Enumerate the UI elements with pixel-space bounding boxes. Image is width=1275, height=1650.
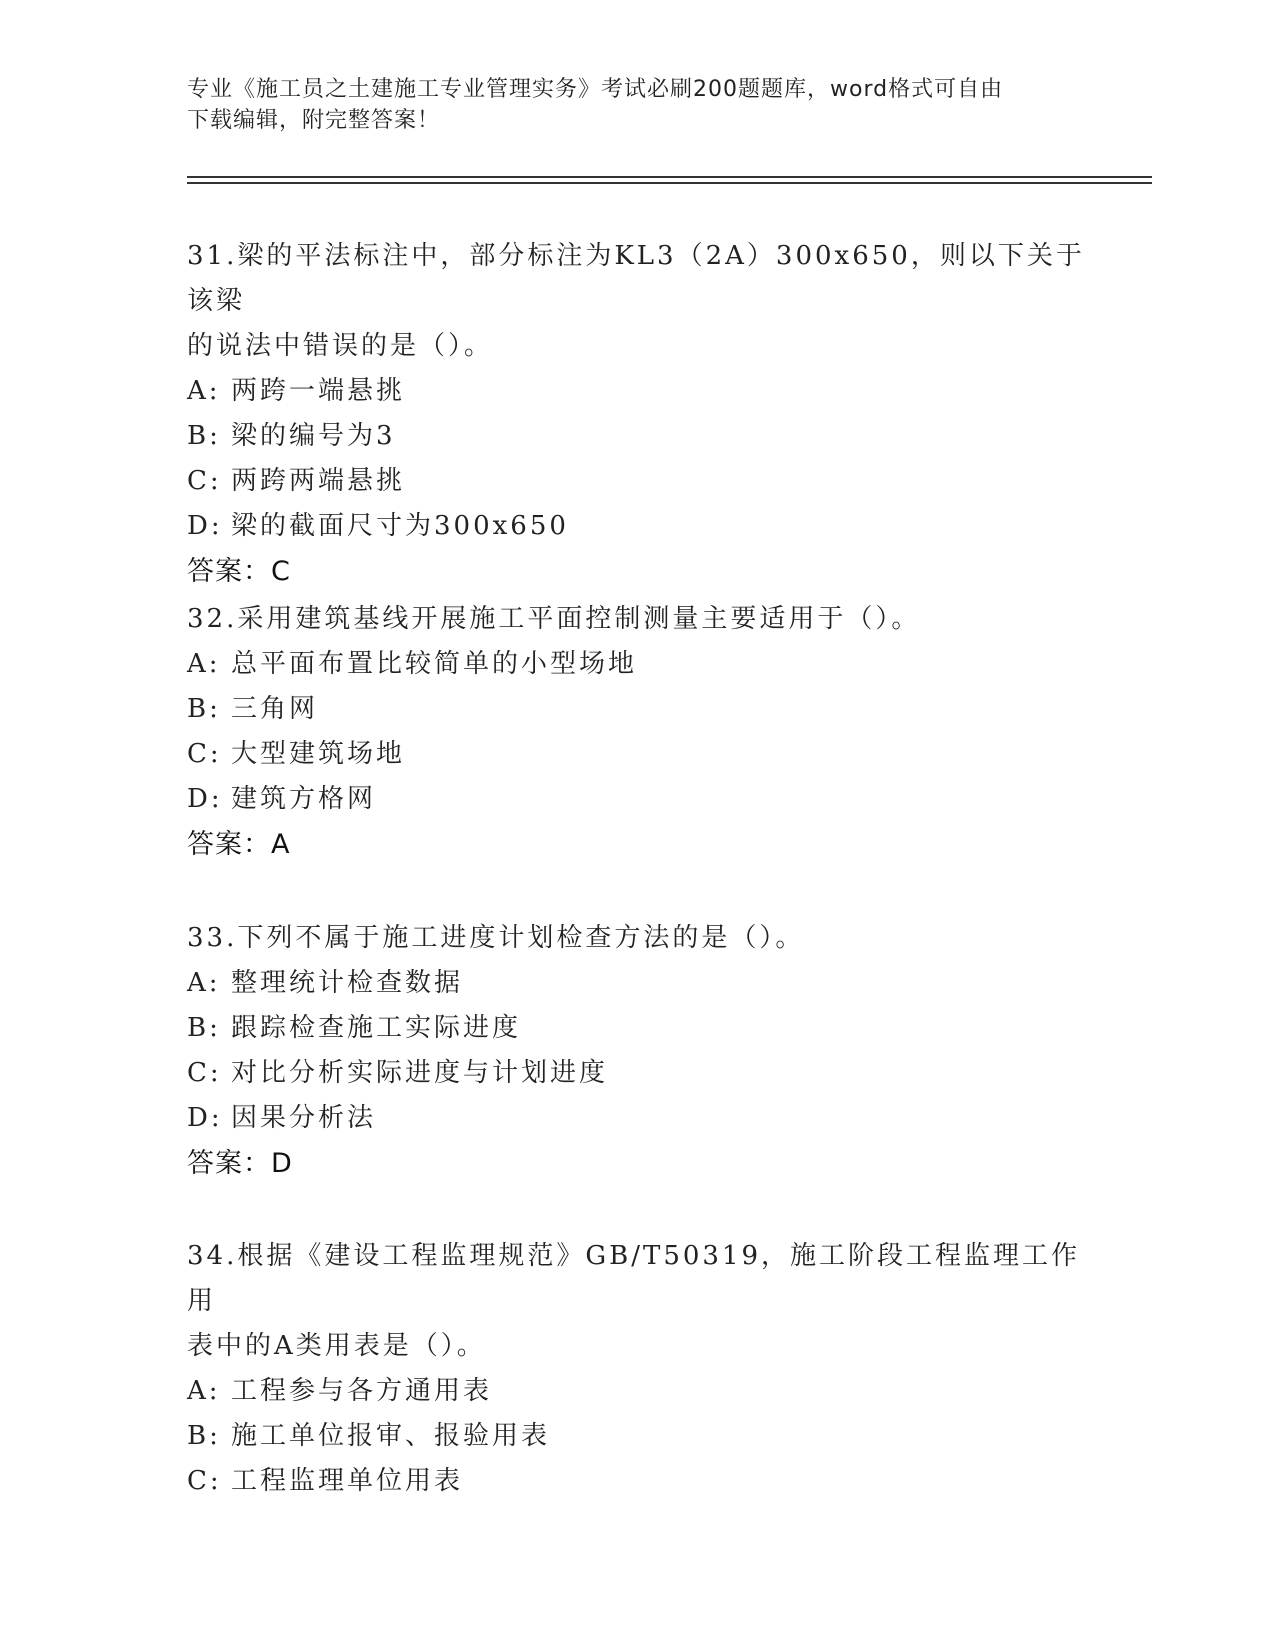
question-stem-line: 的说法中错误的是（）。 [187,331,494,361]
option-d [187,777,1107,822]
option-letter: A: [187,968,221,998]
option-letter: A: [187,649,221,679]
question-stem-line: 31.梁的平法标注中，部分标注为KL3（2A）300x650，则以下关于该梁 [187,241,1085,316]
header-rule-top [187,176,1152,178]
option-text: 大型建筑场地 [231,739,406,769]
document-header [187,74,1087,136]
answer-line: 答案：C [187,556,291,587]
option-letter: C: [187,466,222,496]
header-line-2: 下载编辑，附完整答案！ [187,108,441,133]
option-text: 建筑方格网 [231,784,377,814]
option-text: 梁的截面尺寸为300x650 [231,511,569,541]
option-letter: D: [187,511,223,541]
option-text: 施工单位报审、报验用表 [231,1421,551,1451]
option-letter: A: [187,1376,221,1406]
option-c [187,459,1107,504]
header-rule-bottom [187,182,1152,184]
option-text: 工程监理单位用表 [231,1466,464,1496]
option-text: 对比分析实际进度与计划进度 [231,1058,609,1088]
option-d [187,504,1107,549]
option-a [187,961,1107,1006]
option-c [187,1051,1107,1096]
option-letter: B: [187,421,221,451]
option-b [187,687,1107,732]
answer-line: 答案：A [187,829,291,860]
option-d [187,1096,1107,1141]
option-letter: D: [187,784,223,814]
question-stem-line: 34.根据《建设工程监理规范》GB/T50319，施工阶段工程监理工作用 [187,1241,1081,1316]
header-line-1: 专业《施工员之土建施工专业管理实务》考试必刷200题题库，word格式可自由 [187,77,1004,102]
option-text: 工程参与各方通用表 [231,1376,493,1406]
option-text: 两跨一端悬挑 [231,376,406,406]
option-letter: B: [187,1421,221,1451]
option-letter: C: [187,739,222,769]
option-letter: C: [187,1466,222,1496]
question-stem-line: 33.下列不属于施工进度计划检查方法的是（）。 [187,923,805,953]
option-letter: B: [187,694,221,724]
option-b [187,1414,1107,1459]
option-letter: C: [187,1058,222,1088]
option-letter: D: [187,1103,223,1133]
answer-line: 答案：D [187,1148,293,1179]
option-text: 因果分析法 [231,1103,377,1133]
question-stem-line: 表中的A类用表是（）。 [187,1331,486,1361]
option-c [187,732,1107,777]
option-b [187,414,1107,459]
option-letter: B: [187,1013,221,1043]
option-text: 梁的编号为3 [231,421,396,451]
question-31 [187,234,1107,595]
question-stem-line: 32.采用建筑基线开展施工平面控制测量主要适用于（）。 [187,604,921,634]
question-34 [187,1234,1107,1504]
option-letter: A: [187,376,221,406]
option-text: 整理统计检查数据 [231,968,464,998]
option-text: 跟踪检查施工实际进度 [231,1013,522,1043]
option-c [187,1459,1107,1504]
option-a [187,642,1107,687]
question-32 [187,597,1107,868]
option-text: 三角网 [231,694,319,724]
option-b [187,1006,1107,1051]
option-text: 总平面布置比较简单的小型场地 [231,649,638,679]
option-a [187,369,1107,414]
option-text: 两跨两端悬挑 [231,466,406,496]
option-a [187,1369,1107,1414]
question-33 [187,916,1107,1187]
